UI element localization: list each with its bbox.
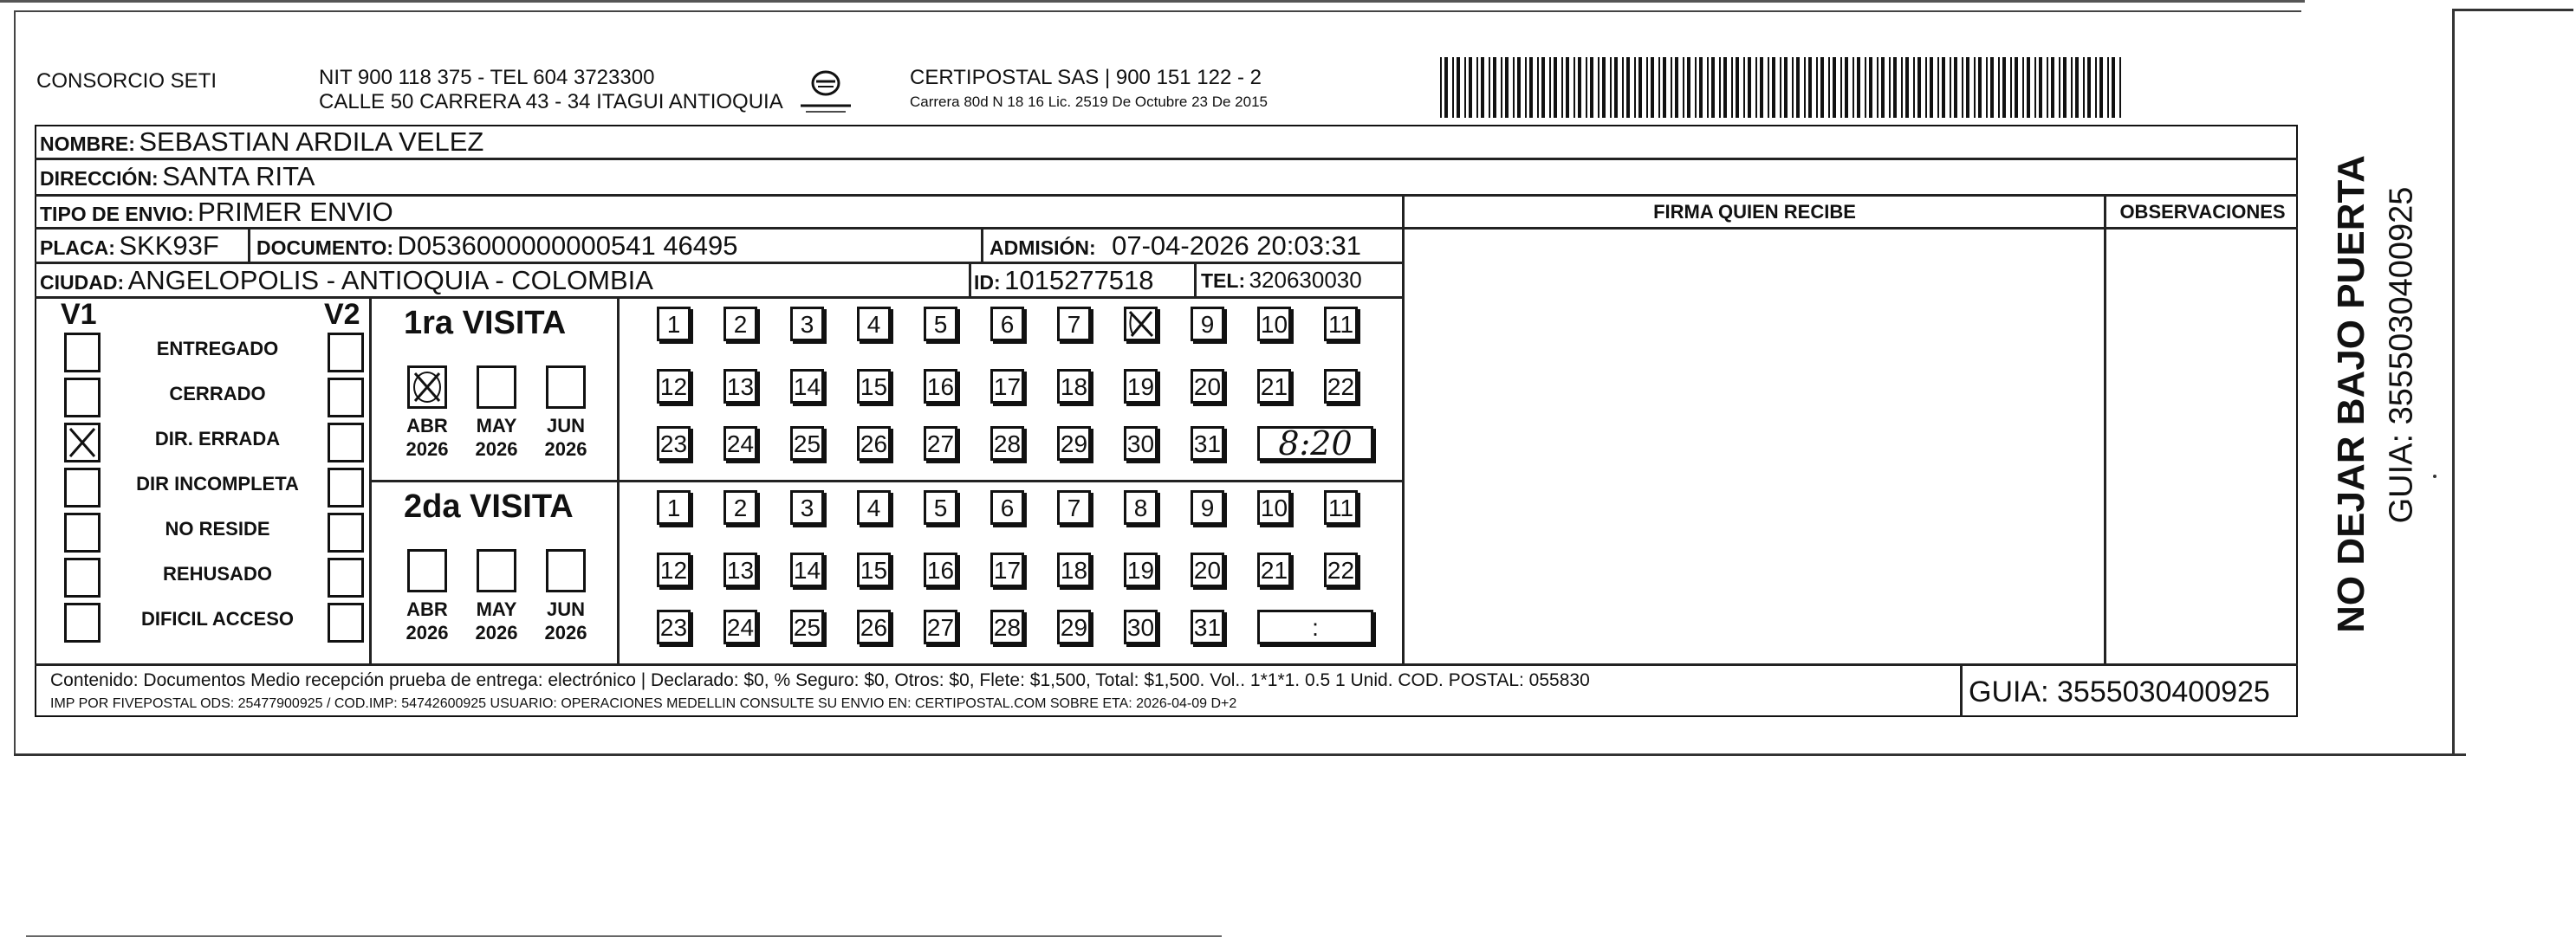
second-visit-day-box[interactable]: 16 <box>924 553 957 587</box>
right-tab-top <box>2452 9 2573 11</box>
first-visit-day-box[interactable]: 23 <box>657 426 691 461</box>
second-visit-day-box[interactable]: 7 <box>1057 490 1091 525</box>
second-visit-day-box[interactable]: 11 <box>1324 490 1358 525</box>
month-label <box>466 414 527 461</box>
row-line-4 <box>35 262 1404 264</box>
id-value: 1015277518 <box>1004 265 1154 295</box>
side-warning: NO DEJAR BAJO PUERTA <box>2330 155 2372 633</box>
second-visit-day-box[interactable]: 6 <box>990 490 1024 525</box>
second-visit-day-box[interactable]: 3 <box>790 490 824 525</box>
outer-frame-left <box>14 10 16 755</box>
first-visit-day-box[interactable]: 19 <box>1124 369 1158 404</box>
second-visit-day-box[interactable]: 28 <box>990 610 1024 644</box>
placa-field <box>40 230 219 262</box>
tipo-row <box>40 197 393 228</box>
second-visit-day-box[interactable]: 25 <box>790 610 824 644</box>
nit-line: NIT 900 118 375 - TEL 604 3723300 <box>319 66 655 89</box>
tel-label: TEL: <box>1201 269 1246 292</box>
admision-value: 07-04-2026 20:03:31 <box>1112 230 1361 261</box>
v2-checkbox[interactable] <box>328 603 364 643</box>
month-label <box>397 414 457 461</box>
v2-checkbox[interactable] <box>328 333 364 372</box>
v1-checkbox[interactable] <box>64 603 101 643</box>
second-visit-day-box[interactable]: 22 <box>1324 553 1358 587</box>
first-visit-day-box[interactable]: 28 <box>990 426 1024 461</box>
id-field <box>974 265 1154 296</box>
guia-box-sep <box>1960 663 1963 717</box>
documento-field <box>256 230 738 262</box>
month-year: 2026 <box>544 622 587 643</box>
v1-checkbox[interactable] <box>64 468 101 508</box>
placa-value: SKK93F <box>119 230 219 261</box>
tel-sep <box>1194 262 1197 296</box>
second-visit-day-box[interactable]: 21 <box>1257 553 1291 587</box>
first-visit-day-box[interactable]: 10 <box>1257 307 1291 341</box>
first-visit-day-box[interactable]: 17 <box>990 369 1024 404</box>
ciudad-label: CIUDAD: <box>40 271 125 294</box>
placa-label: PLACA: <box>40 236 115 259</box>
tel-value: 320630030 <box>1249 267 1362 293</box>
v1-label: V1 <box>61 298 97 331</box>
first-visit-day-box[interactable] <box>1124 307 1158 341</box>
company-name: CONSORCIO SETI <box>36 69 217 93</box>
second-visit-day-box[interactable]: 24 <box>723 610 757 644</box>
first-visit-day-box[interactable]: 20 <box>1191 369 1224 404</box>
direccion-value: SANTA RITA <box>162 161 315 191</box>
second-visit-day-box[interactable]: 31 <box>1191 610 1224 644</box>
month-label <box>466 598 527 644</box>
nombre-label: NOMBRE: <box>40 133 135 155</box>
second-visit-day-box[interactable]: 2 <box>723 490 757 525</box>
month-year: 2026 <box>475 622 518 643</box>
documento-label: DOCUMENTO: <box>256 236 394 259</box>
documento-sep <box>248 227 250 262</box>
footer-line <box>35 663 2298 666</box>
contenido-line: Contenido: Documentos Medio recepción prueba de entrega: electrónico | Declarado: $0, % Seguro: $0, Otros: $0, Flete: $1,500, Total: $1,500. Vol.. 1*1*1. 0.5 1 Unid. COD. POSTAL: 055830 <box>50 670 1590 690</box>
first-visit-day-box[interactable]: 21 <box>1257 369 1291 404</box>
month-label <box>397 598 457 644</box>
month-year: 2026 <box>406 438 449 460</box>
status-label: REHUSADO <box>163 563 272 585</box>
second-visit-day-box[interactable]: 20 <box>1191 553 1224 587</box>
admision-field <box>990 230 1361 262</box>
top-frame-line <box>14 10 2301 12</box>
ciudad-value: ANGELOPOLIS - ANTIOQUIA - COLOMBIA <box>127 265 653 295</box>
v1-checkbox[interactable] <box>64 423 101 462</box>
month-name: JUN <box>546 415 585 436</box>
first-visit-day-box[interactable]: 14 <box>790 369 824 404</box>
tel-field <box>1201 267 1362 294</box>
second-visit-month-checkbox[interactable] <box>407 549 447 592</box>
second-visit-day-box[interactable]: 10 <box>1257 490 1291 525</box>
month-name: ABR <box>406 598 448 620</box>
id-label: ID: <box>974 271 1001 294</box>
first-visit-day-box[interactable]: 3 <box>790 307 824 341</box>
direccion-row <box>40 161 315 192</box>
first-visit-day-box[interactable]: 25 <box>790 426 824 461</box>
month-name: ABR <box>406 415 448 436</box>
second-visit-title: 2da VISITA <box>404 488 574 525</box>
bottom-edge-line <box>26 935 1222 937</box>
row-line-5 <box>35 296 1404 299</box>
first-visit-title: 1ra VISITA <box>404 305 567 341</box>
firma-col-title: FIRMA QUIEN RECIBE <box>1653 201 1856 223</box>
tipo-label: TIPO DE ENVIO: <box>40 203 194 225</box>
month-name: MAY <box>476 598 517 620</box>
x-mark-icon <box>67 425 98 460</box>
admision-sep <box>981 227 983 262</box>
second-visit-day-box[interactable]: 17 <box>990 553 1024 587</box>
second-visit-time-box[interactable]: : <box>1257 610 1373 644</box>
id-sep <box>969 262 971 296</box>
first-visit-day-box[interactable]: 29 <box>1057 426 1091 461</box>
v2-checkbox[interactable] <box>328 468 364 508</box>
month-label <box>535 598 596 644</box>
side-guia: GUIA: 3555030400925 <box>2383 186 2420 524</box>
second-visit-day-box[interactable]: 1 <box>657 490 691 525</box>
month-year: 2026 <box>475 438 518 460</box>
month-year: 2026 <box>544 438 587 460</box>
status-label: DIR. ERRADA <box>154 428 281 449</box>
second-visit-day-box[interactable]: 23 <box>657 610 691 644</box>
v2-label: V2 <box>324 298 360 331</box>
barcode-icon <box>1437 57 2130 118</box>
status-label: CERRADO <box>169 383 266 404</box>
first-visit-day-box[interactable]: 4 <box>857 307 891 341</box>
address-line: CALLE 50 CARRERA 43 - 34 ITAGUI ANTIOQUIA <box>319 90 783 113</box>
nombre-value: SEBASTIAN ARDILA VELEZ <box>139 126 484 157</box>
first-visit-day-box[interactable]: 13 <box>723 369 757 404</box>
first-visit-day-box[interactable]: 24 <box>723 426 757 461</box>
row-line-1 <box>35 158 2298 160</box>
sig-col-header-line <box>1404 227 2298 230</box>
second-visit-day-box[interactable]: 4 <box>857 490 891 525</box>
v1-checkbox[interactable] <box>64 378 101 417</box>
first-visit-time-box[interactable]: 8:20 <box>1257 426 1373 461</box>
second-visit-day-box[interactable]: 19 <box>1124 553 1158 587</box>
barcode <box>1437 57 2130 118</box>
first-visit-day-box[interactable]: 16 <box>924 369 957 404</box>
admision-label: ADMISIÓN: <box>990 236 1096 259</box>
first-visit-day-box[interactable]: 26 <box>857 426 891 461</box>
status-label: DIR INCOMPLETA <box>136 473 299 495</box>
direccion-label: DIRECCIÓN: <box>40 167 159 190</box>
second-visit-day-box[interactable]: 30 <box>1124 610 1158 644</box>
second-visit-day-box[interactable]: 15 <box>857 553 891 587</box>
first-visit-day-box[interactable]: 2 <box>723 307 757 341</box>
second-visit-day-box[interactable]: 5 <box>924 490 957 525</box>
second-visit-day-box[interactable]: 12 <box>657 553 691 587</box>
certipostal-logo <box>795 68 856 118</box>
second-visit-day-box[interactable]: 29 <box>1057 610 1091 644</box>
first-visit-day-box[interactable]: 5 <box>924 307 957 341</box>
first-visit-day-box[interactable]: 9 <box>1191 307 1224 341</box>
second-visit-day-box[interactable]: 13 <box>723 553 757 587</box>
first-visit-day-box[interactable]: 12 <box>657 369 691 404</box>
first-visit-month-checkbox[interactable] <box>407 365 447 409</box>
v1-checkbox[interactable] <box>64 558 101 598</box>
second-visit-day-box[interactable]: 27 <box>924 610 957 644</box>
x-mark-icon <box>1126 309 1155 339</box>
second-visit-day-box[interactable]: 8 <box>1124 490 1158 525</box>
second-visit-day-box[interactable]: 26 <box>857 610 891 644</box>
signature-col-left <box>1402 194 1405 663</box>
imp-line: IMP POR FIVEPOSTAL ODS: 25477900925 / COD.IMP: 54742600925 USUARIO: OPERACIONES MEDELLIN CONSULTE SU ENVIO EN: CERTIPOSTAL.COM SOBRE ETA: 2026-04-09 D+2 <box>50 696 1237 711</box>
documento-value: D0536000000000541 46495 <box>397 230 738 261</box>
top-edge-line <box>0 0 2305 3</box>
first-visit-day-box[interactable]: 1 <box>657 307 691 341</box>
month-name: MAY <box>476 415 517 436</box>
first-visit-day-box[interactable]: 31 <box>1191 426 1224 461</box>
outer-frame-bottom <box>14 753 2466 756</box>
second-visit-month-checkbox[interactable] <box>546 549 586 592</box>
first-visit-month-checkbox[interactable] <box>546 365 586 409</box>
second-visit-month-checkbox[interactable] <box>477 549 516 592</box>
right-tab-left <box>2452 9 2455 755</box>
v2-checkbox[interactable] <box>328 513 364 553</box>
license-line: Carrera 80d N 18 16 Lic. 2519 De Octubre 23 De 2015 <box>910 94 1268 110</box>
month-year: 2026 <box>406 622 449 643</box>
v1-checkbox[interactable] <box>64 333 101 372</box>
obs-col-left <box>2104 194 2106 663</box>
observaciones-col-title: OBSERVACIONES <box>2119 201 2286 223</box>
side-dot <box>2433 475 2436 478</box>
second-visit-day-box[interactable]: 14 <box>790 553 824 587</box>
first-visit-day-box[interactable]: 7 <box>1057 307 1091 341</box>
ciudad-field <box>40 265 653 296</box>
status-label: ENTREGADO <box>156 338 279 359</box>
month-label <box>535 414 596 461</box>
first-visit-day-box[interactable]: 30 <box>1124 426 1158 461</box>
second-visit-day-box[interactable]: 18 <box>1057 553 1091 587</box>
certipostal-logo-icon <box>795 68 856 118</box>
tipo-value: PRIMER ENVIO <box>198 197 393 227</box>
second-visit-day-box[interactable]: 9 <box>1191 490 1224 525</box>
visit-sep <box>369 480 1402 482</box>
first-visit-day-box[interactable]: 15 <box>857 369 891 404</box>
nombre-row <box>40 126 483 158</box>
v2-checkbox[interactable] <box>328 423 364 462</box>
first-visit-day-box[interactable]: 11 <box>1324 307 1358 341</box>
v2-checkbox[interactable] <box>328 378 364 417</box>
v1-checkbox[interactable] <box>64 513 101 553</box>
month-name: JUN <box>546 598 585 620</box>
carrier-line: CERTIPOSTAL SAS | 900 151 122 - 2 <box>910 66 1262 89</box>
status-label: NO RESIDE <box>165 518 270 540</box>
x-mark-icon <box>410 368 444 406</box>
v2-checkbox[interactable] <box>328 558 364 598</box>
first-visit-day-box[interactable]: 6 <box>990 307 1024 341</box>
first-visit-month-checkbox[interactable] <box>477 365 516 409</box>
first-visit-day-box[interactable]: 22 <box>1324 369 1358 404</box>
guia-number: GUIA: 3555030400925 <box>1969 676 2270 708</box>
status-label: DIFICIL ACCESO <box>140 608 294 630</box>
first-visit-day-box[interactable]: 18 <box>1057 369 1091 404</box>
first-visit-day-box[interactable]: 27 <box>924 426 957 461</box>
